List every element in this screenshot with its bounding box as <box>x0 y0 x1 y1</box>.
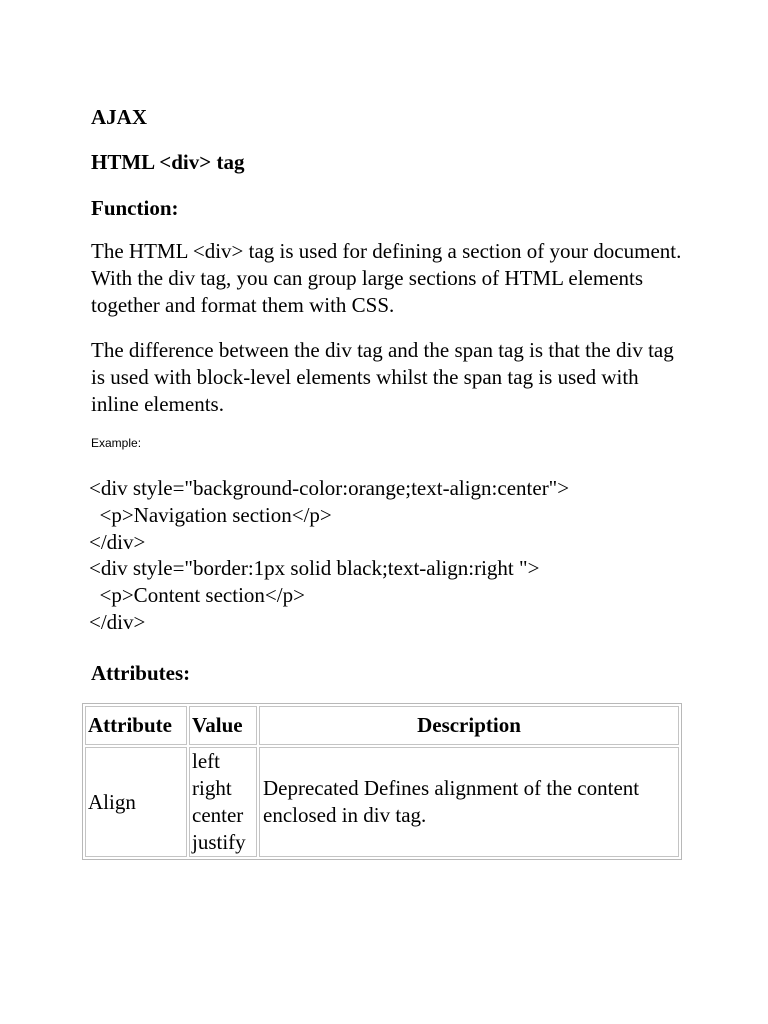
function-paragraph-1: The HTML <div> tag is used for defining a section of your document. With the div tag, you can group large sections of HTML elements together and format them with CSS. <box>91 239 682 317</box>
column-header-attribute: Attribute <box>85 706 187 745</box>
code-line: </div> <box>89 610 146 634</box>
column-header-description: Description <box>259 706 679 745</box>
document-title: AJAX <box>91 105 147 129</box>
function-paragraph-2: The difference between the div tag and the span tag is that the div tag is used with block-level elements whilst the span tag is used with inline elements. <box>91 338 674 416</box>
example-label: Example: <box>91 436 142 450</box>
description-cell: Deprecated Defines alignment of the content enclosed in div tag. <box>259 747 679 857</box>
code-line: <div style="background-color:orange;text-align:center"> <box>89 476 570 500</box>
code-line: <div style="border:1px solid black;text-align:right "> <box>89 556 540 580</box>
value-option: justify <box>192 830 246 854</box>
table-row <box>85 747 679 857</box>
code-line: </div> <box>89 530 146 554</box>
document-subtitle: HTML <div> tag <box>91 150 245 174</box>
function-heading: Function: <box>91 196 179 220</box>
code-line: <p>Navigation section</p> <box>89 503 332 527</box>
attributes-heading: Attributes: <box>91 661 191 685</box>
value-option: left <box>192 749 220 773</box>
value-option: center <box>192 803 244 827</box>
value-cell <box>189 747 257 857</box>
table-header-row <box>85 706 679 745</box>
column-header-value: Value <box>189 706 257 745</box>
code-line: <p>Content section</p> <box>89 583 305 607</box>
attributes-table <box>82 703 682 860</box>
value-option: right <box>192 776 232 800</box>
attribute-cell: Align <box>85 747 187 857</box>
